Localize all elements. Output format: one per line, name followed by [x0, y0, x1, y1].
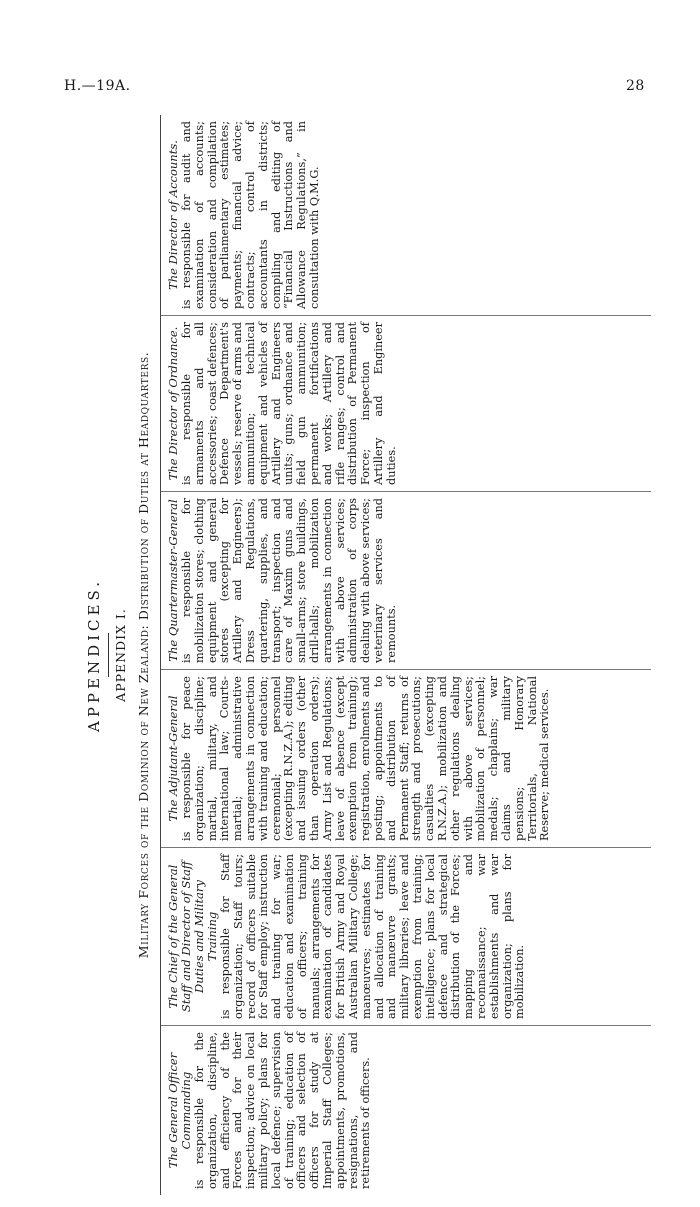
- column-title: The Adjutant-General: [166, 695, 180, 822]
- rotated-page-content: [50, 115, 650, 1195]
- column-title: The Director of Accounts.: [166, 140, 180, 290]
- column-body: is responsible for armaments and all accessories; coast defences; Defence Department's vessels; reserve of arms and ammunition; technical equipment and vehicles of Artillery and Engineers units; guns; ordnance and field gun ammunition; permanent fortifications and works; Artillery and rifle ranges; control and distribution of Permanent Force; inspection of Artillery and Engineer duties.: [180, 322, 398, 485]
- table-column: [161, 1025, 651, 1195]
- appendices-title: APPENDICES.: [85, 578, 103, 732]
- column-body: is responsible for peace organization; discipline; martial, military, and international law; Courts-martial; administrative arrangements in connection with training and education; ceremonial; personnel (excepting R.N.Z.A.); editing and issuing orders (other than operation orders); Army List and Regulations; leave of absence (except exemption from training); registration, enrolments and posting; appointments to and distribution of Permanent Staff; returns of strength and prosecutions; casualties (excepting R.N.Z.A.); mobilization and other regulations dealing with above services; mobilization of personnel; medals; chaplains; war claims and military pensions; Honorary Territorials, National Reserve; medical services.: [180, 676, 552, 841]
- table-column: [161, 115, 651, 315]
- column-body: is responsible for Staff organization; Staff tours; record of officers suitable for Staff employ; instruction and training for war; education and examination of officers; training manuals; arrangements for examination of candidates for British Army and Royal Australian Military College; manœuvres; estimates for and allocation of training and manœuvre grants; military libraries; leave and exemption from training; intelligence; plans for local defence and strategical distribution of the Forces; mapping and reconnaissance; war establishments and war organization; plans for mobilization.: [219, 854, 527, 1019]
- table-column: [161, 669, 651, 847]
- table-column: [161, 847, 651, 1025]
- column-title: The Chief of the General Staff and Director of Staff Duties and Military Training: [166, 860, 219, 1013]
- table-column: [161, 491, 651, 669]
- column-body: is responsible for audit and examination of accounts; consideration and compilation of parliamentary estimates; payments; financial advice; contracts; control of accountants in districts; compiling and editing of “Financial Instructions and Allowance Regulations,” in consultation with Q.M.G.: [180, 121, 321, 309]
- column-body: is responsible for the organization, discipline, and efficiency of the Forces and for their inspection; advice on local military policy; plans for local defence; supervision of training; education of officers and selection of officers for study at Imperial Staff Colleges; appointments, promotions, resignations, and retirements of officers.: [193, 1032, 373, 1189]
- table-column: [161, 315, 651, 491]
- column-title: The Director of Ordnance.: [166, 326, 180, 481]
- page-number: 28: [626, 78, 645, 94]
- column-title: The General Officer Commanding: [166, 1052, 193, 1169]
- appendix-number: APPENDIX I.: [113, 608, 128, 702]
- duties-table: [160, 115, 651, 1195]
- table-title: Military Forces of the Dominion of New Zealand: Distribution of Duties at Headquarters.: [136, 351, 151, 959]
- document-reference: H.—19A.: [64, 78, 131, 94]
- title-divider: [108, 633, 109, 677]
- column-body: is responsible for mobilization stores; clothing equipment and general stores (excepting for Artillery and Engineers); Dress Regulations, quartering, supplies, and transport; inspection and care of Maxim guns and small-arms; store buildings, drill-halls; mobilization arrangements in connection with above services; administration of corps dealing with above services; veterinary services and remounts.: [180, 498, 398, 663]
- column-title: The Quartermaster-General: [166, 499, 180, 662]
